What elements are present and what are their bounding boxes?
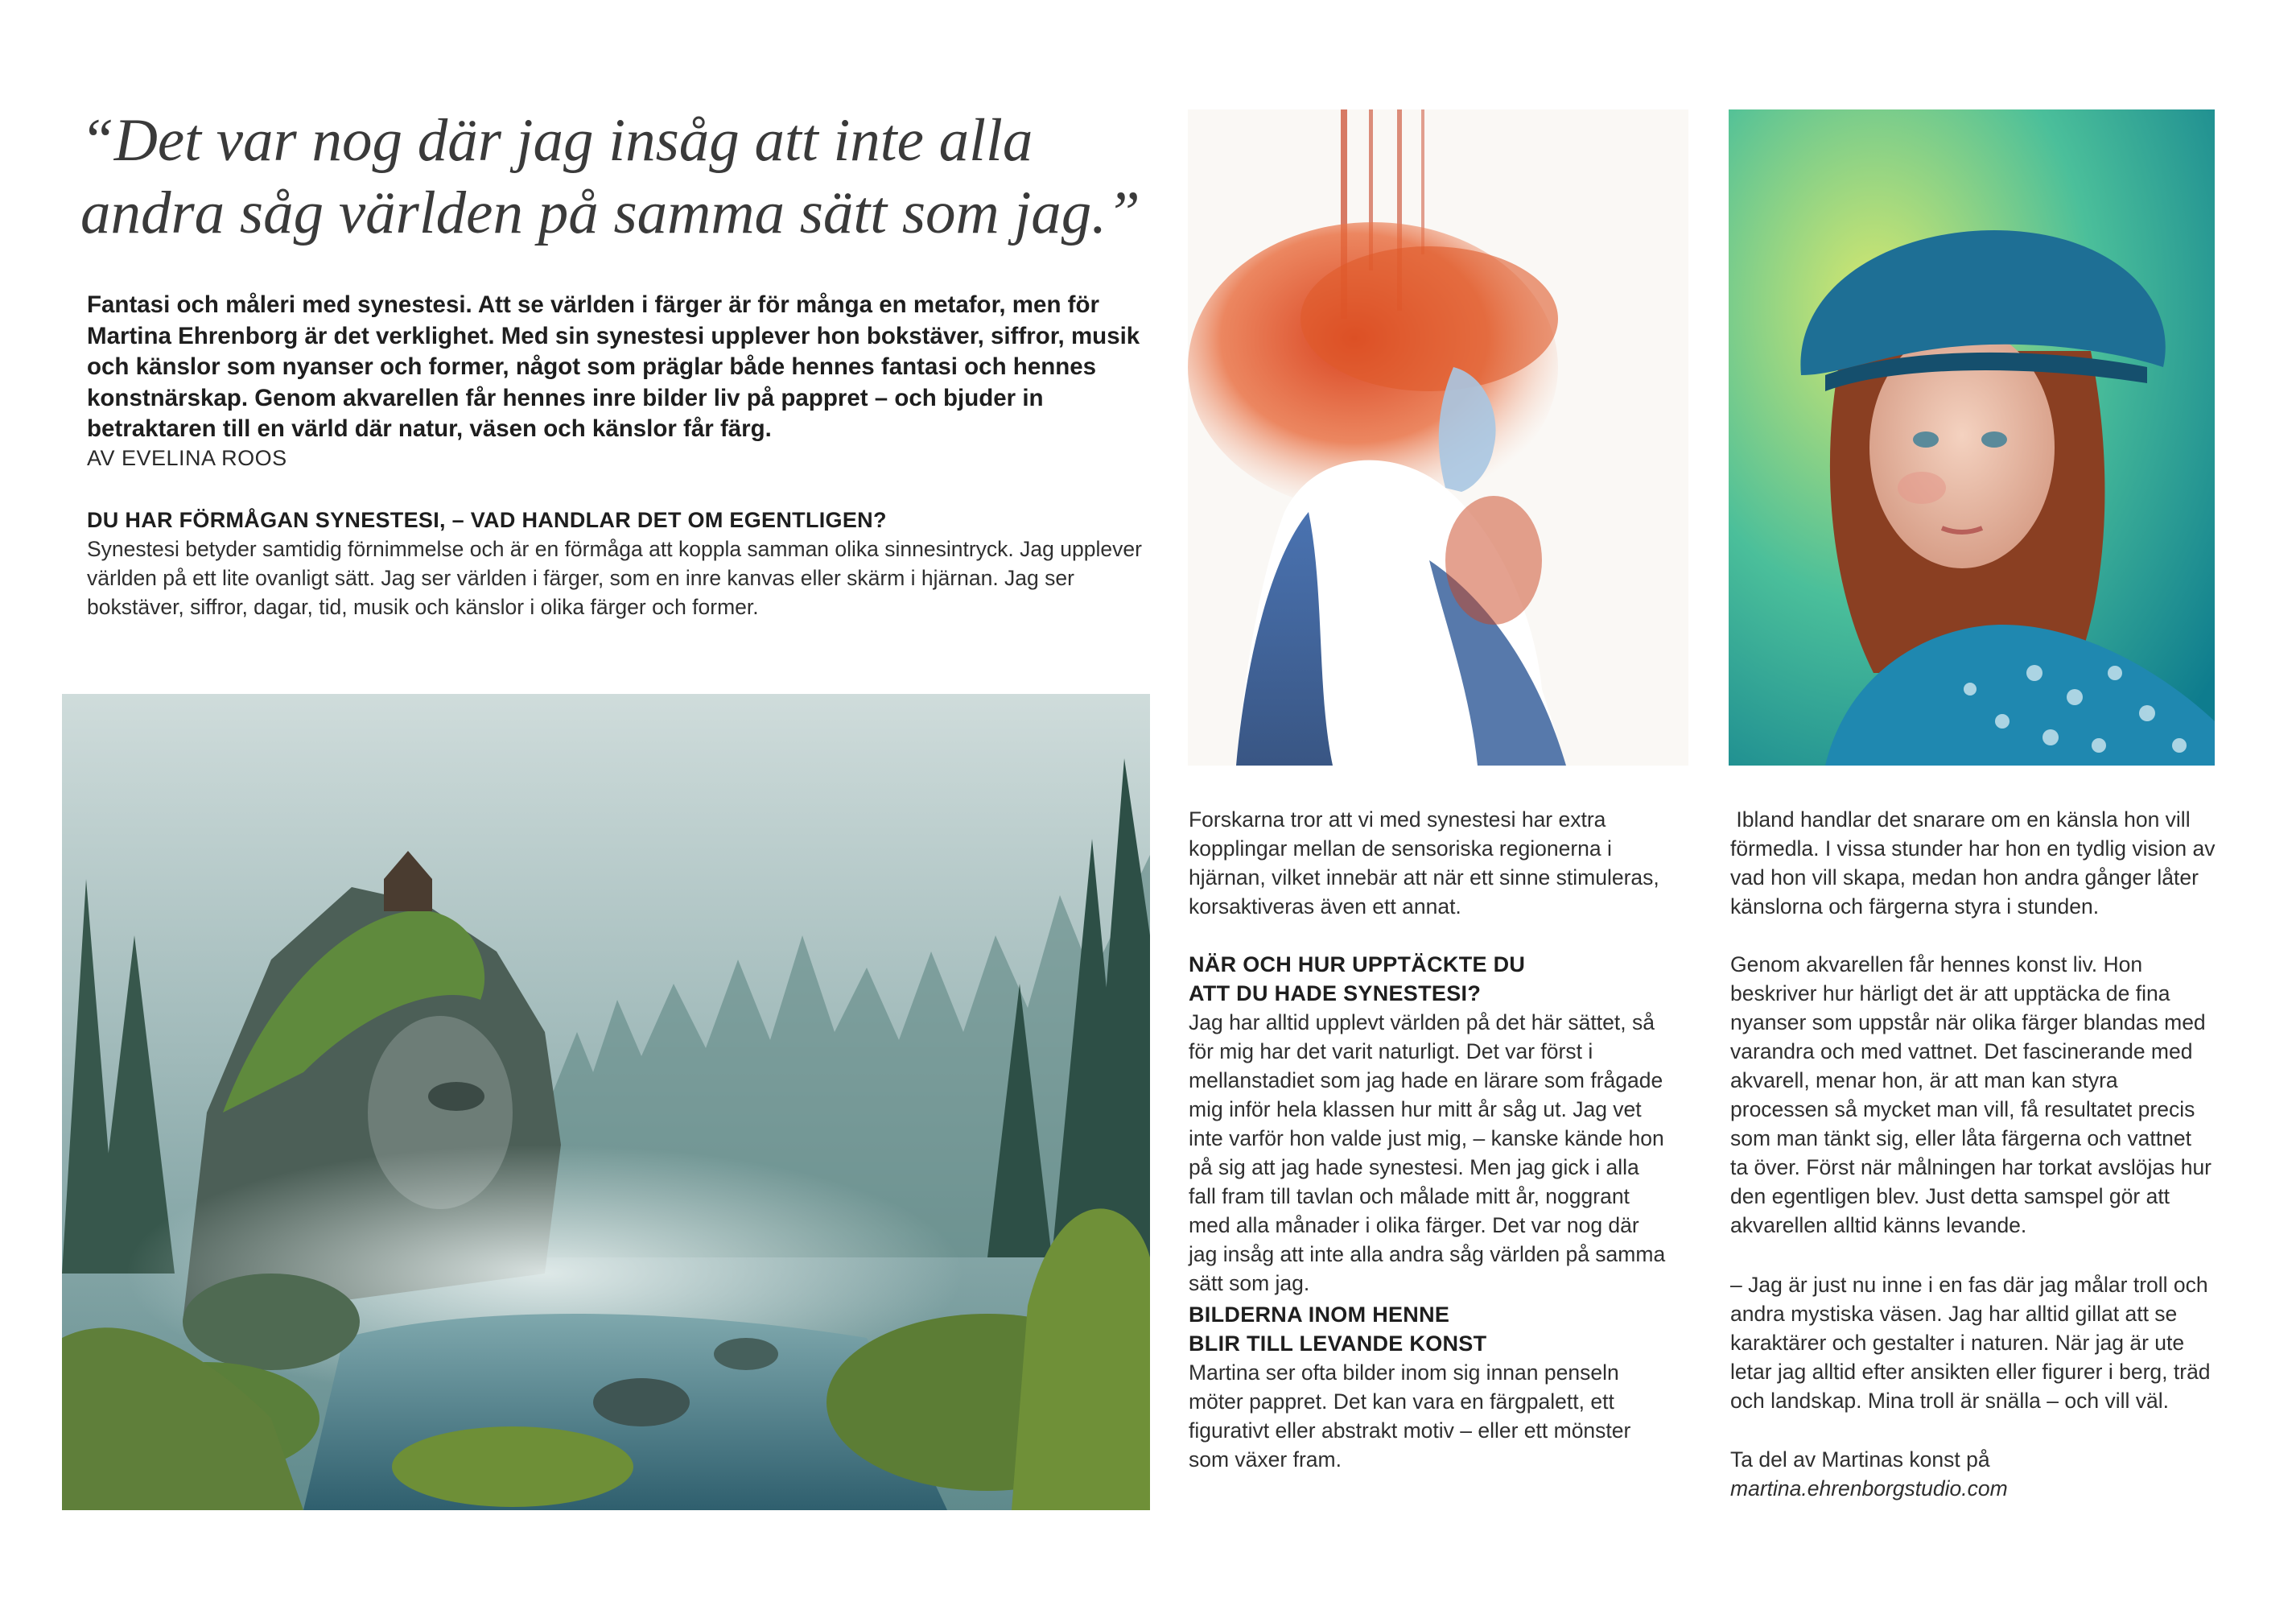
girl-blue-beret-painting bbox=[1729, 109, 2215, 766]
section-body-bilderna: Martina ser ofta bilder inom sig innan penseln möter pappret. Det kan vara en färgpalett, ett figurativt eller abstrakt motiv – eller ett mönster som växer fram. bbox=[1189, 1360, 1631, 1472]
column2-intro: Forskarna tror att vi med synestesi har extra kopplingar mellan de sensoriska regionerna i hjärnan, vilket innebär att när ett sinne stimuleras, korsaktiveras även ett annat. bbox=[1189, 807, 1659, 919]
section-heading-upptackte bbox=[1189, 950, 1688, 1008]
lead-paragraph: Fantasi och måleri med synestesi. Att se världen i färger är för många en metafor, men för Martina Ehrenborg är det verklighet. Med sin synestesi upplever hon bokstäver, siffror, musik och känslor som nyanser och former, något som präglar både hennes fantasi och hennes konstnärskap. Genom akvarellen får hennes inre bilder liv på pappret – och bjuder in betraktaren till en värld där natur, väsen och känslor får färg. bbox=[87, 291, 1140, 442]
troll-landscape-painting bbox=[62, 694, 1150, 1510]
byline: AV EVELINA ROOS bbox=[87, 446, 287, 470]
heading-line: BLIR TILL LEVANDE KONST bbox=[1189, 1331, 1487, 1356]
website-reference bbox=[1730, 1445, 2221, 1503]
column3-para1: Ibland handlar det snarare om en känsla hon vill förmedla. I vissa stunder har hon en tydlig vision av vad hon vill skapa, medan hon andra gånger låter känslorna och färgerna styra i stunden. bbox=[1730, 807, 2221, 919]
heading-line: BILDERNA INOM HENNE bbox=[1189, 1302, 1450, 1327]
section-body-upptackte: Jag har alltid upplevt världen på det här sättet, så för mig har det varit naturligt. Det var först i mellanstadiet som jag hade en lärare som frågade mig inför hela klassen hur mitt år såg ut. Jag vet inte varför hon valde just mig, – kanske kände hon på sig att jag hade synestesi. Men jag gick i alla fall fram till tavlan och målade mitt år, noggrant med alla månader i olika färger. Det var nog där jag insåg att inte alla andra såg världen på samma sätt som jag. bbox=[1189, 1010, 1666, 1295]
column3-para3: – Jag är just nu inne i en fas där jag målar troll och andra mystiska väsen. Jag har alltid gillat att se karaktärer och gestalter i naturen. När jag är ute letar jag alltid efter ansikten eller figurer i berg, träd och landskap. Mina troll är snälla – och vill väl. bbox=[1730, 1273, 2211, 1413]
heading-line: ATT DU HADE SYNESTESI? bbox=[1189, 981, 1482, 1005]
heading-line: NÄR OCH HUR UPPTÄCKTE DU bbox=[1189, 952, 1526, 976]
website-link[interactable]: martina.ehrenborgstudio.com bbox=[1730, 1476, 2008, 1501]
website-intro: Ta del av Martinas konst på bbox=[1730, 1447, 1990, 1472]
pull-quote bbox=[80, 105, 1159, 250]
pull-quote-line-2: andra såg världen på samma sätt som jag.” bbox=[80, 180, 1140, 246]
section-heading-bilderna bbox=[1189, 1300, 1688, 1358]
pull-quote-line-1: “Det var nog där jag insåg att inte alla bbox=[80, 107, 1033, 174]
watercolor-profile-painting bbox=[1188, 109, 1688, 766]
section-heading-synestesi: DU HAR FÖRMÅGAN SYNESTESI, – VAD HANDLAR DET OM EGENTLIGEN? bbox=[87, 508, 887, 532]
section-body-synestesi: Synestesi betyder samtidig förnimmelse och är en förmåga att koppla samman olika sinnesintryck. Jag upplever världen på ett lite ovanligt sätt. Jag ser världen i färger, som en inre kanvas eller skärm i hjärnan. Jag ser bokstäver, siffror, dagar, tid, musik och känslor i olika färger och former. bbox=[87, 537, 1142, 619]
column3-para2: Genom akvarellen får hennes konst liv. Hon beskriver hur härligt det är att upptäcka de fina nyanser som uppstår när olika färger blandas med varandra och med vattnet. Det fascinerande med akvarell, menar hon, är att man kan styra processen så mycket man vill, få resultatet precis som man tänkt sig, eller låta färgerna och vattnet ta över. Först när målningen har torkat avslöjas hur den egentligen blev. Just detta samspel gör att akvarellen alltid känns levande. bbox=[1730, 952, 2212, 1237]
